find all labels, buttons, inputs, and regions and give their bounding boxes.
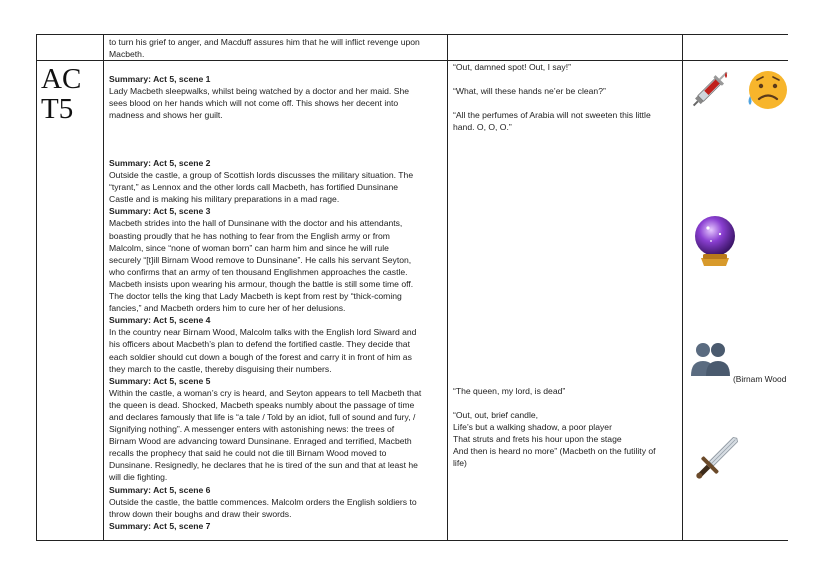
quote-line: “The queen, my lord, is dead” — [453, 386, 566, 396]
column-divider-1 — [103, 34, 104, 541]
text-line: In the country near Birnam Wood, Malcolm talks with the English lord Siward and — [109, 327, 417, 338]
quote-line: “What, will these hands ne’er be clean?” — [453, 86, 606, 97]
quote-line: “Out, damned spot! Out, I say!” — [453, 62, 571, 72]
syringe-icon — [686, 66, 738, 114]
quote-line: And then is heard no more” (Macbeth on the futility of — [453, 446, 656, 457]
text-line: who confirms that an army of ten thousand Englishmen approaches the castle. — [109, 266, 408, 277]
text-line: Birnam Wood are advancing toward Dunsinane. Enraged and terrified, Macbeth — [109, 436, 412, 447]
text-line: Outside the castle, a group of Scottish lords discusses the military situation. The — [109, 170, 414, 181]
text-line: throw down their boughs and draw their swords. — [109, 508, 292, 519]
scene-heading: Summary: Act 5, scene 6 — [109, 484, 211, 495]
text-line: will die fighting. — [109, 472, 168, 483]
text-line: they march to the castle, thereby disguising their numbers. — [109, 363, 332, 374]
column-divider-3 — [682, 34, 683, 541]
row-top-text — [109, 36, 445, 60]
text-line: Outside the castle, the battle commences. Malcolm orders the English soldiers to — [109, 496, 417, 507]
quote-line: “Out, out, brief candle, — [453, 410, 539, 421]
text-line: Macbeth strides into the hall of Dunsinane with the doctor and his attendants, — [109, 218, 403, 229]
text-line: each soldier should cut down a bough of the forest and carry it in front of him as — [109, 351, 412, 362]
text-line: and declares famously that life is “a tale / Told by an idiot, full of sound and fury, / — [109, 411, 416, 422]
quote-line: Life’s but a walking shadow, a poor player — [453, 422, 612, 433]
text-line: recalls the prophecy that said he could not die till Birnam Wood moved to — [109, 448, 387, 459]
text-line: to turn his grief to anger, and Macduff assures him that he will inflict revenge upon — [109, 37, 420, 47]
text-line: Macbeth. — [109, 49, 145, 60]
table-left-border — [36, 34, 37, 541]
scene-heading: Summary: Act 5, scene 1 — [109, 74, 211, 84]
text-line: Macbeth insists upon wearing his armour, though the battle is still some time off. — [109, 278, 414, 289]
dagger-icon — [692, 430, 742, 486]
scene-heading: Summary: Act 5, scene 2 — [109, 158, 211, 168]
text-line: his officers about Macbeth’s plan to defend the fortified castle. They decide that — [109, 339, 410, 350]
text-line: fancies,” and Macbeth orders him to cure her of her delusions. — [109, 303, 346, 314]
act-label-line2: T5 — [41, 93, 74, 125]
text-line: Signifying nothing”. A messenger enters with astonishing news: the trees of — [109, 424, 395, 435]
text-line: The doctor tells the king that Lady Macbeth is kept from rest by “thick-coming — [109, 291, 402, 302]
text-line: securely “[t]ill Birnam Wood remove to Dunsinane”. He calls his servant Seyton, — [109, 254, 412, 265]
crystal-ball-icon — [691, 214, 739, 270]
text-line: the queen is dead. Shocked, Macbeth speaks numbly about the passage of time — [109, 399, 415, 410]
text-line: Castle and is making his military preparations in a mad rage. — [109, 194, 340, 205]
column-divider-2 — [447, 34, 448, 541]
birnam-wood-label: (Birnam Wood — [733, 374, 787, 384]
quote-line: That struts and frets his hour upon the stage — [453, 434, 622, 445]
people-silhouette-icon — [690, 340, 732, 378]
sad-face-icon — [744, 68, 790, 112]
text-line: Lady Macbeth sleepwalks, whilst being watched by a doctor and her maid. She — [109, 86, 409, 97]
act-label-line1: AC — [41, 63, 82, 95]
text-line: madness and shows her guilt. — [109, 110, 223, 121]
act-label — [41, 64, 81, 124]
scene-heading: Summary: Act 5, scene 5 — [109, 375, 211, 386]
quote-line: “All the perfumes of Arabia will not sweeten this little — [453, 110, 651, 121]
text-line: “tyrant,” as Lennox and the other lords call Macbeth, has fortified Dunsinane — [109, 182, 399, 193]
quotes-scene-5 — [453, 385, 677, 470]
text-line: Malcolm, since “none of woman born” can harm him and since he will rule — [109, 242, 389, 253]
text-line: boasting proudly that he has nothing to fear from the English army or from — [109, 230, 390, 241]
quote-line: hand. O, O, O.” — [453, 122, 512, 133]
text-line: Dunsinane. Resignedly, he declares that he is tired of the sun and that at least he — [109, 460, 418, 471]
scene-heading: Summary: Act 5, scene 4 — [109, 315, 211, 326]
table-bottom-border — [36, 540, 788, 541]
scene-heading: Summary: Act 5, scene 7 — [109, 520, 211, 531]
scene-heading: Summary: Act 5, scene 3 — [109, 206, 211, 217]
quote-line: life) — [453, 458, 467, 469]
text-line: sees blood on her hands which will not come off. This shows her decent into — [109, 98, 399, 109]
quotes-scene-1 — [453, 61, 677, 133]
scene-1-summary — [109, 73, 445, 121]
table-top-border — [36, 34, 788, 35]
text-line: Within the castle, a woman’s cry is heard, and Seyton appears to tell Macbeth that — [109, 387, 422, 398]
scenes-2-7-summary — [109, 157, 445, 532]
